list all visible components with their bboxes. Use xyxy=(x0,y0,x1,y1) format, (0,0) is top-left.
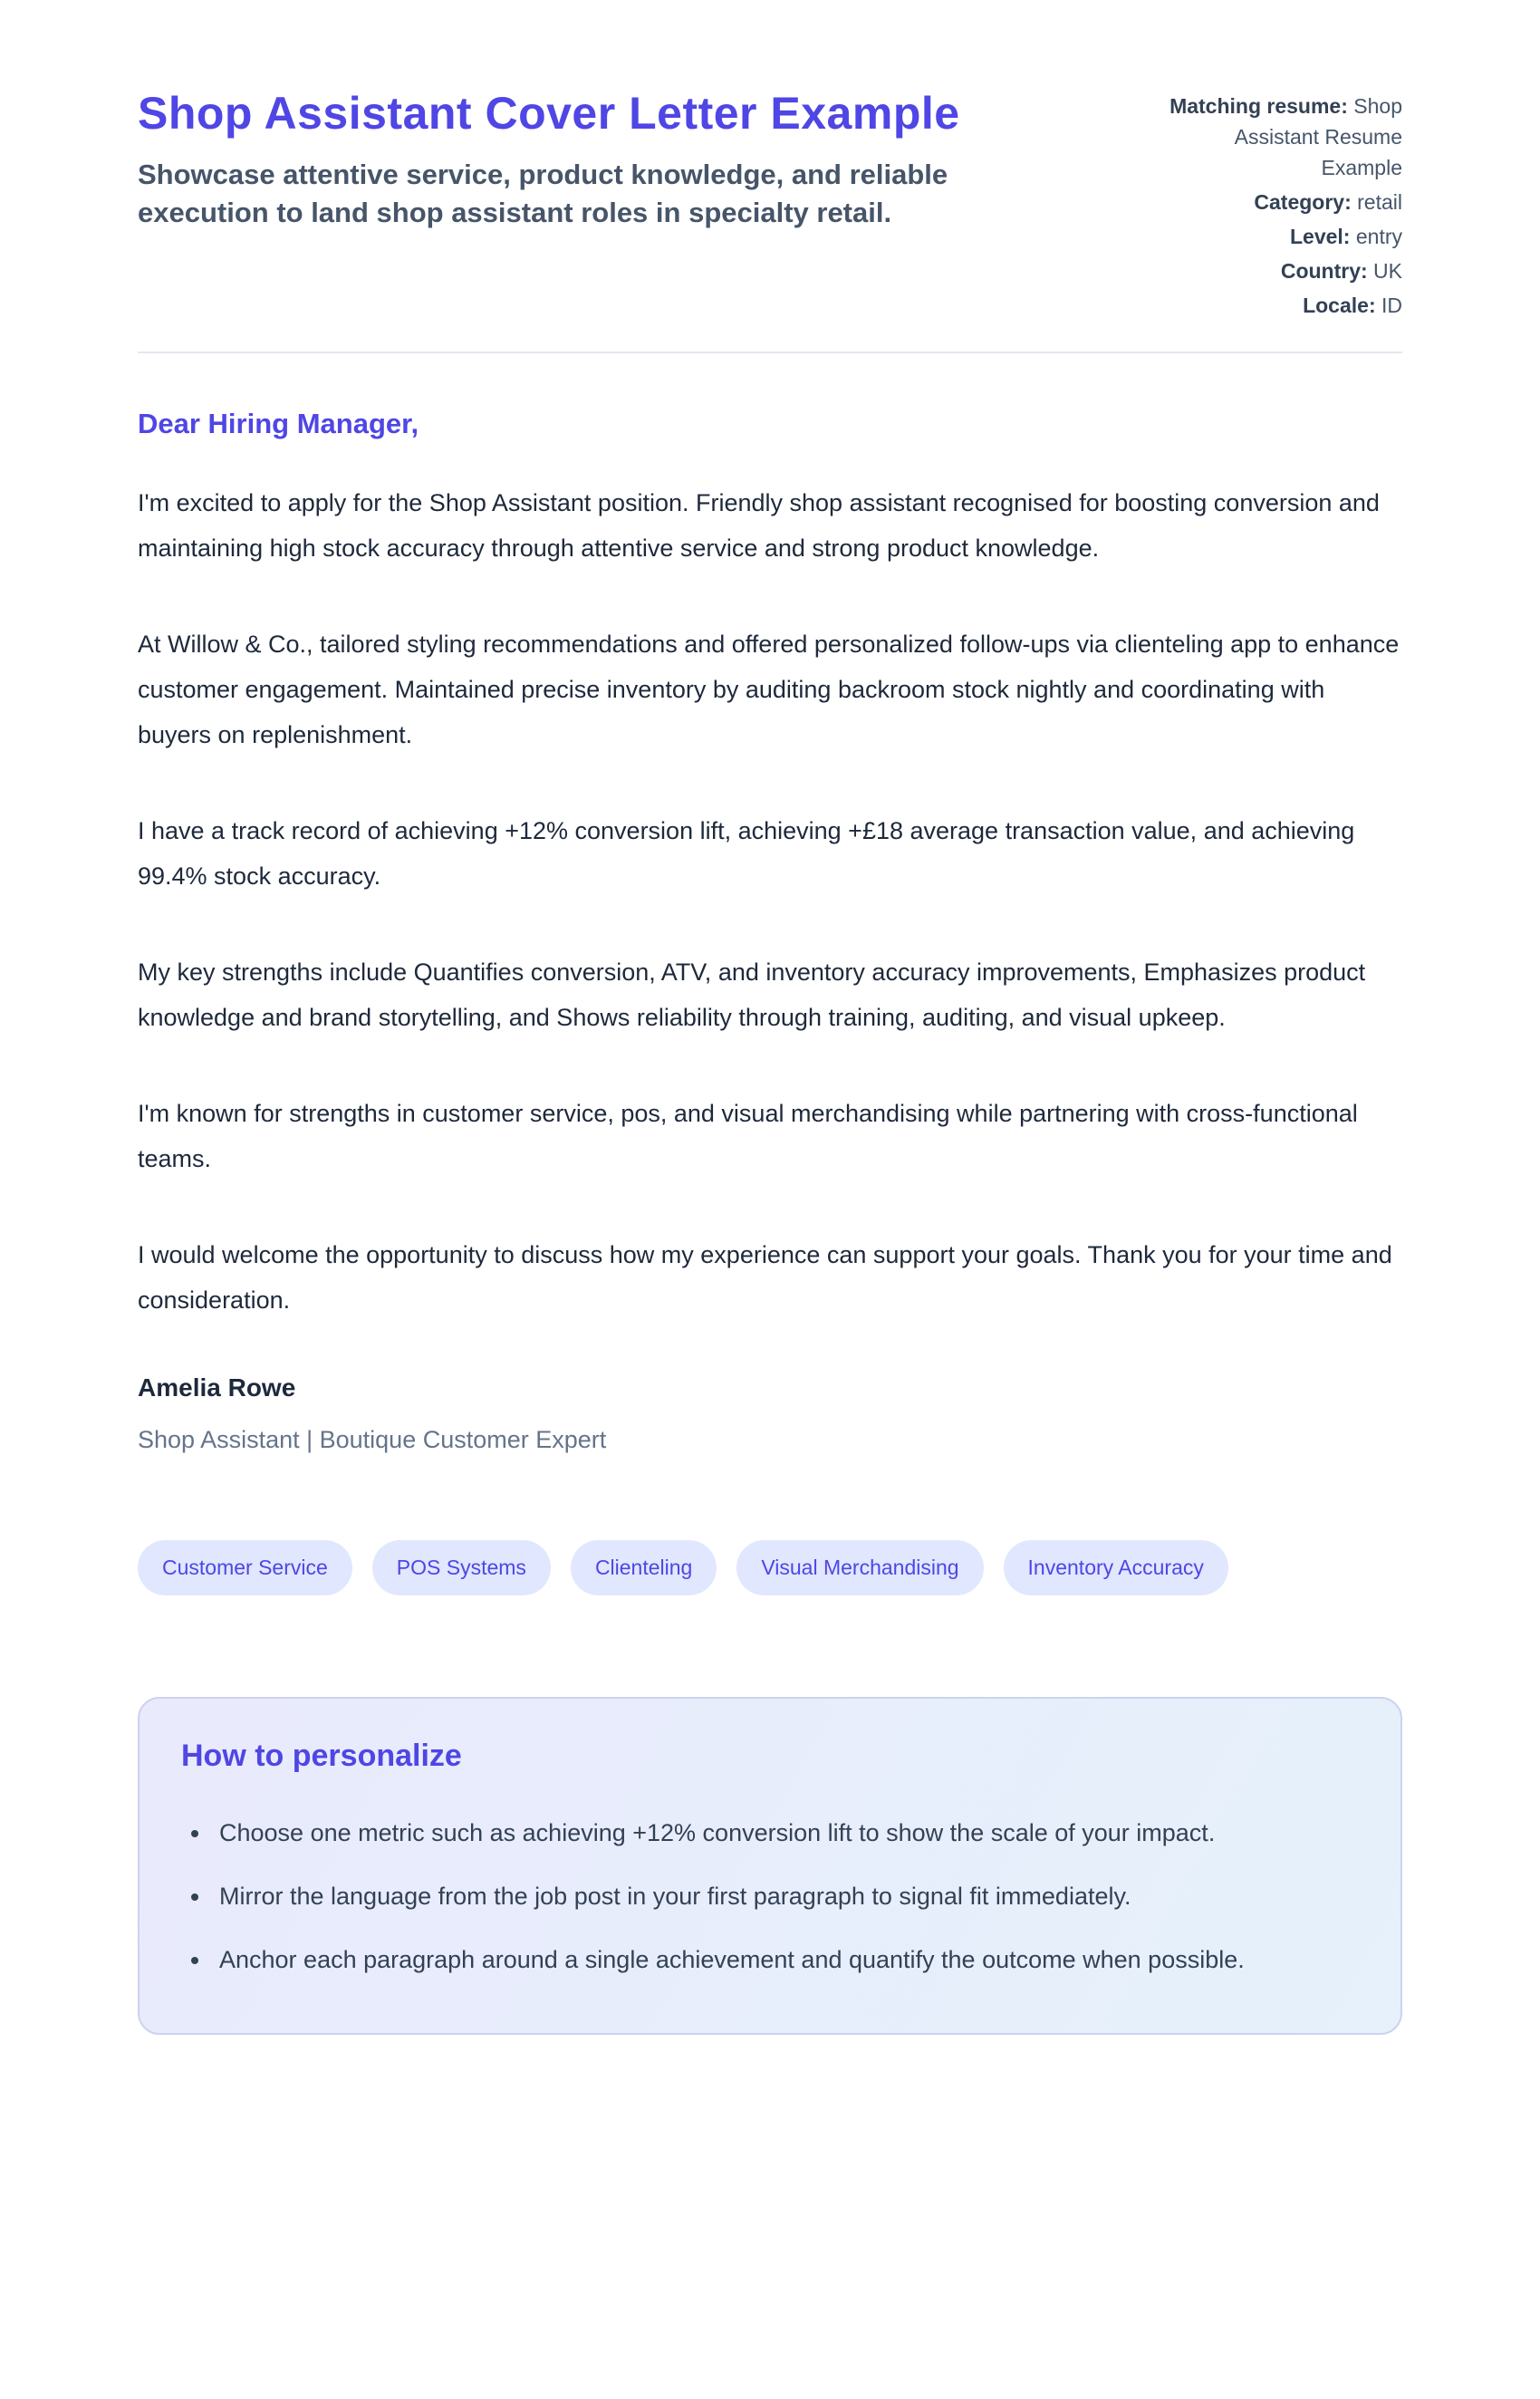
letter-paragraph: I'm known for strengths in customer service, pos, and visual merchandising while partnering with cross-functional teams. xyxy=(138,1100,1358,1172)
personalize-tips-card xyxy=(138,1697,1402,2035)
greeting: Dear Hiring Manager, xyxy=(138,408,419,439)
meta-item-country xyxy=(1158,255,1402,286)
meta-item-category xyxy=(1158,187,1402,217)
tip-item: • Anchor each paragraph around a single achievement and quantify the outcome when possible. xyxy=(212,1937,1353,1982)
skill-tag-pill: Visual Merchandising xyxy=(736,1540,983,1595)
meta-value: UK xyxy=(1373,259,1402,283)
page-container xyxy=(138,0,1402,2035)
signature-block xyxy=(138,1373,1402,1454)
skill-tags xyxy=(138,1540,1402,1595)
meta-label: Category: xyxy=(1254,190,1352,214)
cover-letter-body xyxy=(138,408,1402,1454)
signature-name: Amelia Rowe xyxy=(138,1373,296,1402)
meta-value: retail xyxy=(1357,190,1402,214)
tip-item: • Choose one metric such as achieving +12% conversion lift to show the scale of your impact. xyxy=(212,1810,1353,1855)
tips-list xyxy=(181,1810,1353,1982)
meta-item-locale xyxy=(1158,290,1402,321)
header-title-block xyxy=(138,83,989,232)
meta-panel xyxy=(1158,83,1402,324)
page-header xyxy=(138,83,1402,353)
skill-tag-pill: Customer Service xyxy=(138,1540,352,1595)
meta-value: entry xyxy=(1355,225,1402,248)
skill-tag-pill: POS Systems xyxy=(372,1540,551,1595)
letter-paragraph: I have a track record of achieving +12% conversion lift, achieving +£18 average transaction value, and achieving 99.4% stock accuracy. xyxy=(138,817,1355,890)
meta-value: Shop Assistant Resume Example xyxy=(1234,94,1402,179)
page-title: Shop Assistant Cover Letter Example xyxy=(138,88,960,139)
signature-role: Shop Assistant | Boutique Customer Expert xyxy=(138,1426,607,1453)
page-subtitle: Showcase attentive service, product knowledge, and reliable execution to land shop assistant roles in specialty retail. xyxy=(138,159,948,228)
letter-paragraph: I'm excited to apply for the Shop Assistant position. Friendly shop assistant recognised for boosting conversion and maintaining high stock accuracy through attentive service and strong product knowledge. xyxy=(138,489,1380,562)
tips-heading: How to personalize xyxy=(181,1739,462,1773)
meta-item-matching-resume xyxy=(1158,91,1402,183)
skill-tag-pill: Inventory Accuracy xyxy=(1004,1540,1228,1595)
meta-label: Country: xyxy=(1280,259,1368,283)
meta-label: Locale: xyxy=(1303,294,1376,317)
letter-paragraph: At Willow & Co., tailored styling recommendations and offered personalized follow-ups via clienteling app to enhance customer engagement. Maintained precise inventory by auditing backroom stock nightly and coordinating with buyers on replenishment. xyxy=(138,631,1400,748)
letter-paragraph: My key strengths include Quantifies conversion, ATV, and inventory accuracy improvements, Emphasizes product knowledge and brand storytelling, and Shows reliability through training, auditing, and visual upkeep. xyxy=(138,959,1366,1031)
meta-item-level xyxy=(1158,221,1402,252)
skill-tag-pill: Clienteling xyxy=(571,1540,717,1595)
letter-paragraph: I would welcome the opportunity to discuss how my experience can support your goals. Thank you for your time and consideration. xyxy=(138,1241,1392,1314)
meta-label: Level: xyxy=(1289,225,1351,248)
meta-label: Matching resume: xyxy=(1169,94,1348,118)
meta-value: ID xyxy=(1381,294,1402,317)
tip-item: • Mirror the language from the job post in your first paragraph to signal fit immediately. xyxy=(212,1874,1353,1919)
